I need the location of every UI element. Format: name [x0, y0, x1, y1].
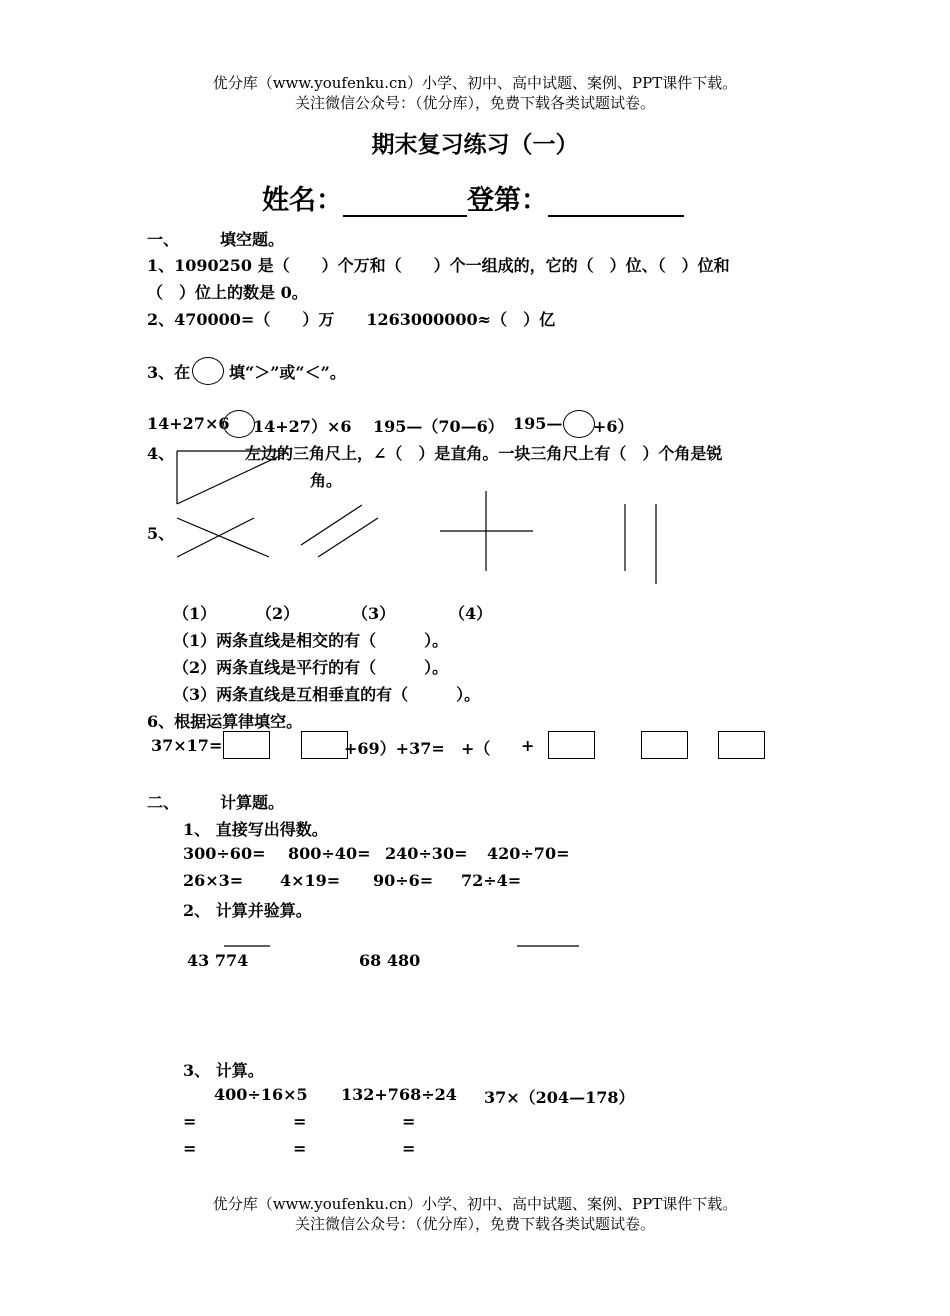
calc-3: 37×（204—178） — [484, 1088, 635, 1107]
eq-3-2: = — [402, 1139, 416, 1158]
q5-number: 5、 — [147, 524, 175, 543]
grade-label: 登第： — [467, 185, 548, 216]
section2-number: 二、 — [147, 793, 180, 812]
long-division-1: 43 774 — [187, 951, 249, 970]
oral-7: 90÷6= — [373, 871, 434, 890]
q3-suffix: 填“＞”或“＜”。 — [229, 363, 346, 382]
q4-line1: 左边的三角尺上，∠（ ）是直角。一块三角尺上有（ ）个角是锐 — [245, 444, 723, 463]
oral-5: 26×3= — [183, 871, 244, 890]
q5-c: （3）两条直线是互相垂直的有（ ）。 — [173, 685, 481, 704]
q5-label-2: （2） — [256, 604, 300, 623]
q1-line2: （ ）位上的数是 0。 — [147, 283, 308, 302]
sub2-heading: 2、 计算并验算。 — [183, 901, 312, 920]
header-line-1: 优分库（www.youfenku.cn）小学、初中、高中试题、案例、PPT课件下载。 — [212, 74, 738, 92]
oral-3: 240÷30= — [385, 844, 468, 863]
oral-8: 72÷4= — [461, 871, 522, 890]
section1-number: 一、 — [147, 230, 180, 249]
q5-label-1: （1） — [173, 604, 217, 623]
name-label: 姓名： — [262, 185, 343, 216]
header-line-2: 关注微信公众号：（优分库），免费下载各类试题试卷。 — [294, 94, 655, 112]
q3-expr-b: 14+27）×6 — [253, 417, 352, 436]
q3-expr-e: +6） — [593, 417, 634, 436]
q5-label-3: （3） — [352, 604, 396, 623]
oral-2: 800÷40= — [288, 844, 371, 863]
section2-heading: 计算题。 — [220, 793, 285, 812]
q6: 6、根据运算律填空。 — [147, 712, 303, 731]
oral-6: 4×19= — [280, 871, 341, 890]
oral-1: 300÷60= — [183, 844, 266, 863]
q4-line2: 角。 — [310, 471, 343, 490]
q5-label-4: （4） — [449, 604, 493, 623]
calc-2: 132+768÷24 — [341, 1085, 457, 1104]
long-division-2: 68 480 — [359, 951, 421, 970]
sub1-heading: 1、 直接写出得数。 — [183, 820, 328, 839]
q6-a: 37×17= — [151, 736, 223, 755]
q3-prefix: 3、在 — [147, 363, 191, 382]
eq-1-1: = — [183, 1112, 197, 1131]
q6-b: +69）+37= — [344, 739, 445, 758]
q3-expr-a: 14+27×6 — [147, 414, 230, 433]
section1-heading: 填空题。 — [220, 230, 285, 249]
q5-b: （2）两条直线是平行的有（ ）。 — [173, 658, 449, 677]
sub3-heading: 3、 计算。 — [183, 1061, 264, 1080]
eq-2-2: = — [293, 1139, 307, 1158]
calc-1: 400÷16×5 — [214, 1085, 308, 1104]
q3-expr-d: 195— — [513, 414, 563, 433]
q4-number: 4、 — [147, 444, 175, 463]
q1-line1: 1、1090250 是（ ）个万和（ ）个一组成的，它的（ ）位、（ ）位和 — [147, 256, 730, 275]
eq-1-2: = — [183, 1139, 197, 1158]
oral-4: 420÷70= — [487, 844, 570, 863]
footer-line-2: 关注微信公众号：（优分库），免费下载各类试题试卷。 — [294, 1215, 655, 1233]
q6-c: +（ — [461, 739, 491, 758]
page-title: 期末复习练习（一） — [371, 131, 579, 158]
q5-a: （1）两条直线是相交的有（ ）。 — [173, 631, 449, 650]
q3-expr-c: 195—（70—6） — [373, 417, 504, 436]
eq-3-1: = — [402, 1112, 416, 1131]
footer-line-1: 优分库（www.youfenku.cn）小学、初中、高中试题、案例、PPT课件下载。 — [212, 1195, 738, 1213]
eq-2-1: = — [293, 1112, 307, 1131]
q2: 2、470000=（ ）万 1263000000≈（ ）亿 — [147, 310, 556, 329]
q6-d: + — [521, 736, 535, 755]
